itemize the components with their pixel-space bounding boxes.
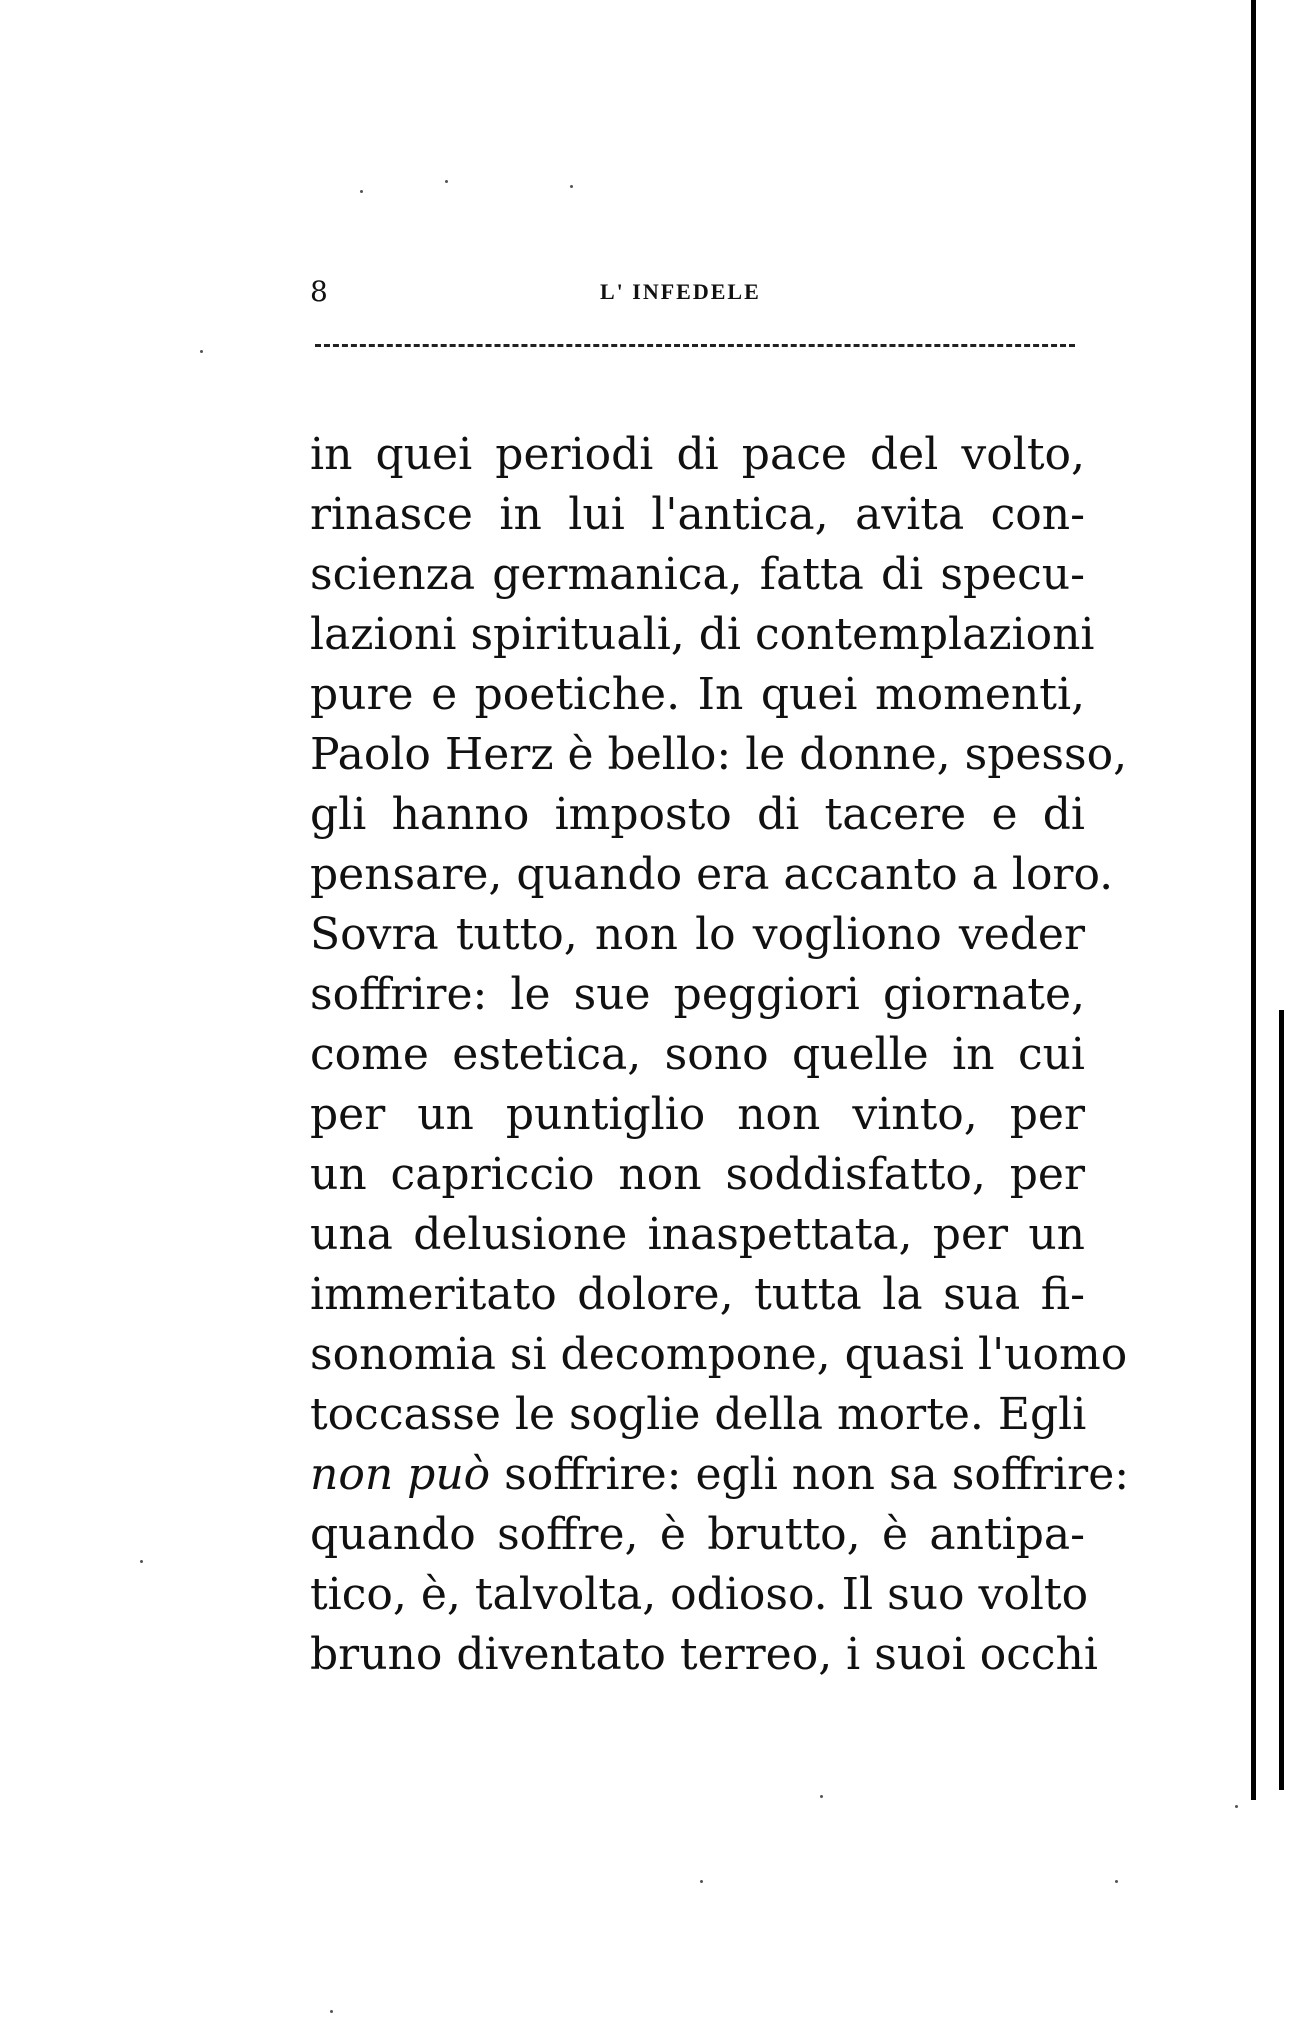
scan-speck bbox=[820, 1795, 823, 1798]
text-line: come estetica, sono quelle in cui bbox=[310, 1029, 1085, 1080]
text-line: un capriccio non soddisfatto, per bbox=[310, 1149, 1085, 1200]
text-line: scienza germanica, fatta di specu- bbox=[310, 549, 1085, 600]
running-title: L' INFEDELE bbox=[600, 279, 761, 304]
running-head bbox=[310, 275, 1070, 315]
text-line: quando soffre, è brutto, è antipa- bbox=[310, 1509, 1085, 1560]
line-remainder: soffrire: egli non sa soffrire: bbox=[490, 1449, 1130, 1500]
scan-speck bbox=[360, 190, 363, 193]
header-rule bbox=[315, 344, 1075, 347]
scan-speck bbox=[1235, 1805, 1238, 1808]
binding-edge bbox=[1251, 0, 1256, 1800]
scan-speck bbox=[1115, 1880, 1118, 1883]
italic-phrase: non può bbox=[310, 1449, 491, 1500]
scan-speck bbox=[140, 1560, 143, 1563]
text-line: in quei periodi di pace del volto, bbox=[310, 429, 1085, 480]
text-line: lazioni spirituali, di contemplazioni bbox=[310, 609, 1095, 660]
text-line: bruno diventato terreo, i suoi occhi bbox=[310, 1629, 1098, 1680]
scan-speck bbox=[445, 180, 448, 183]
text-line: Sovra tutto, non lo vogliono veder bbox=[310, 909, 1085, 960]
scan-speck bbox=[700, 1880, 703, 1883]
text-line: Paolo Herz è bello: le donne, spesso, bbox=[310, 729, 1128, 780]
text-line: tico, è, talvolta, odioso. Il suo volto bbox=[310, 1569, 1089, 1620]
text-line: gli hanno imposto di tacere e di bbox=[310, 789, 1085, 840]
body-text bbox=[310, 425, 1130, 1685]
text-line: una delusione inaspettata, per un bbox=[310, 1209, 1085, 1260]
text-line-italic bbox=[310, 1445, 1130, 1505]
text-line: immeritato dolore, tutta la sua fi- bbox=[310, 1269, 1085, 1320]
text-line: soffrire: le sue peggiori giornate, bbox=[310, 969, 1085, 1020]
text-line: per un puntiglio non vinto, per bbox=[310, 1089, 1085, 1140]
text-line: rinasce in lui l'antica, avita con- bbox=[310, 489, 1085, 540]
text-line: pensare, quando era accanto a loro. bbox=[310, 849, 1114, 900]
binding-edge-lower bbox=[1279, 1010, 1284, 1790]
text-line: toccasse le soglie della morte. Egli bbox=[310, 1389, 1087, 1440]
scan-speck bbox=[200, 350, 203, 353]
text-line: pure e poetiche. In quei momenti, bbox=[310, 669, 1085, 720]
scan-speck bbox=[570, 185, 573, 188]
page-number: 8 bbox=[310, 275, 328, 308]
text-line: sonomia si decompone, quasi l'uomo bbox=[310, 1329, 1128, 1380]
scan-speck bbox=[330, 2010, 333, 2013]
